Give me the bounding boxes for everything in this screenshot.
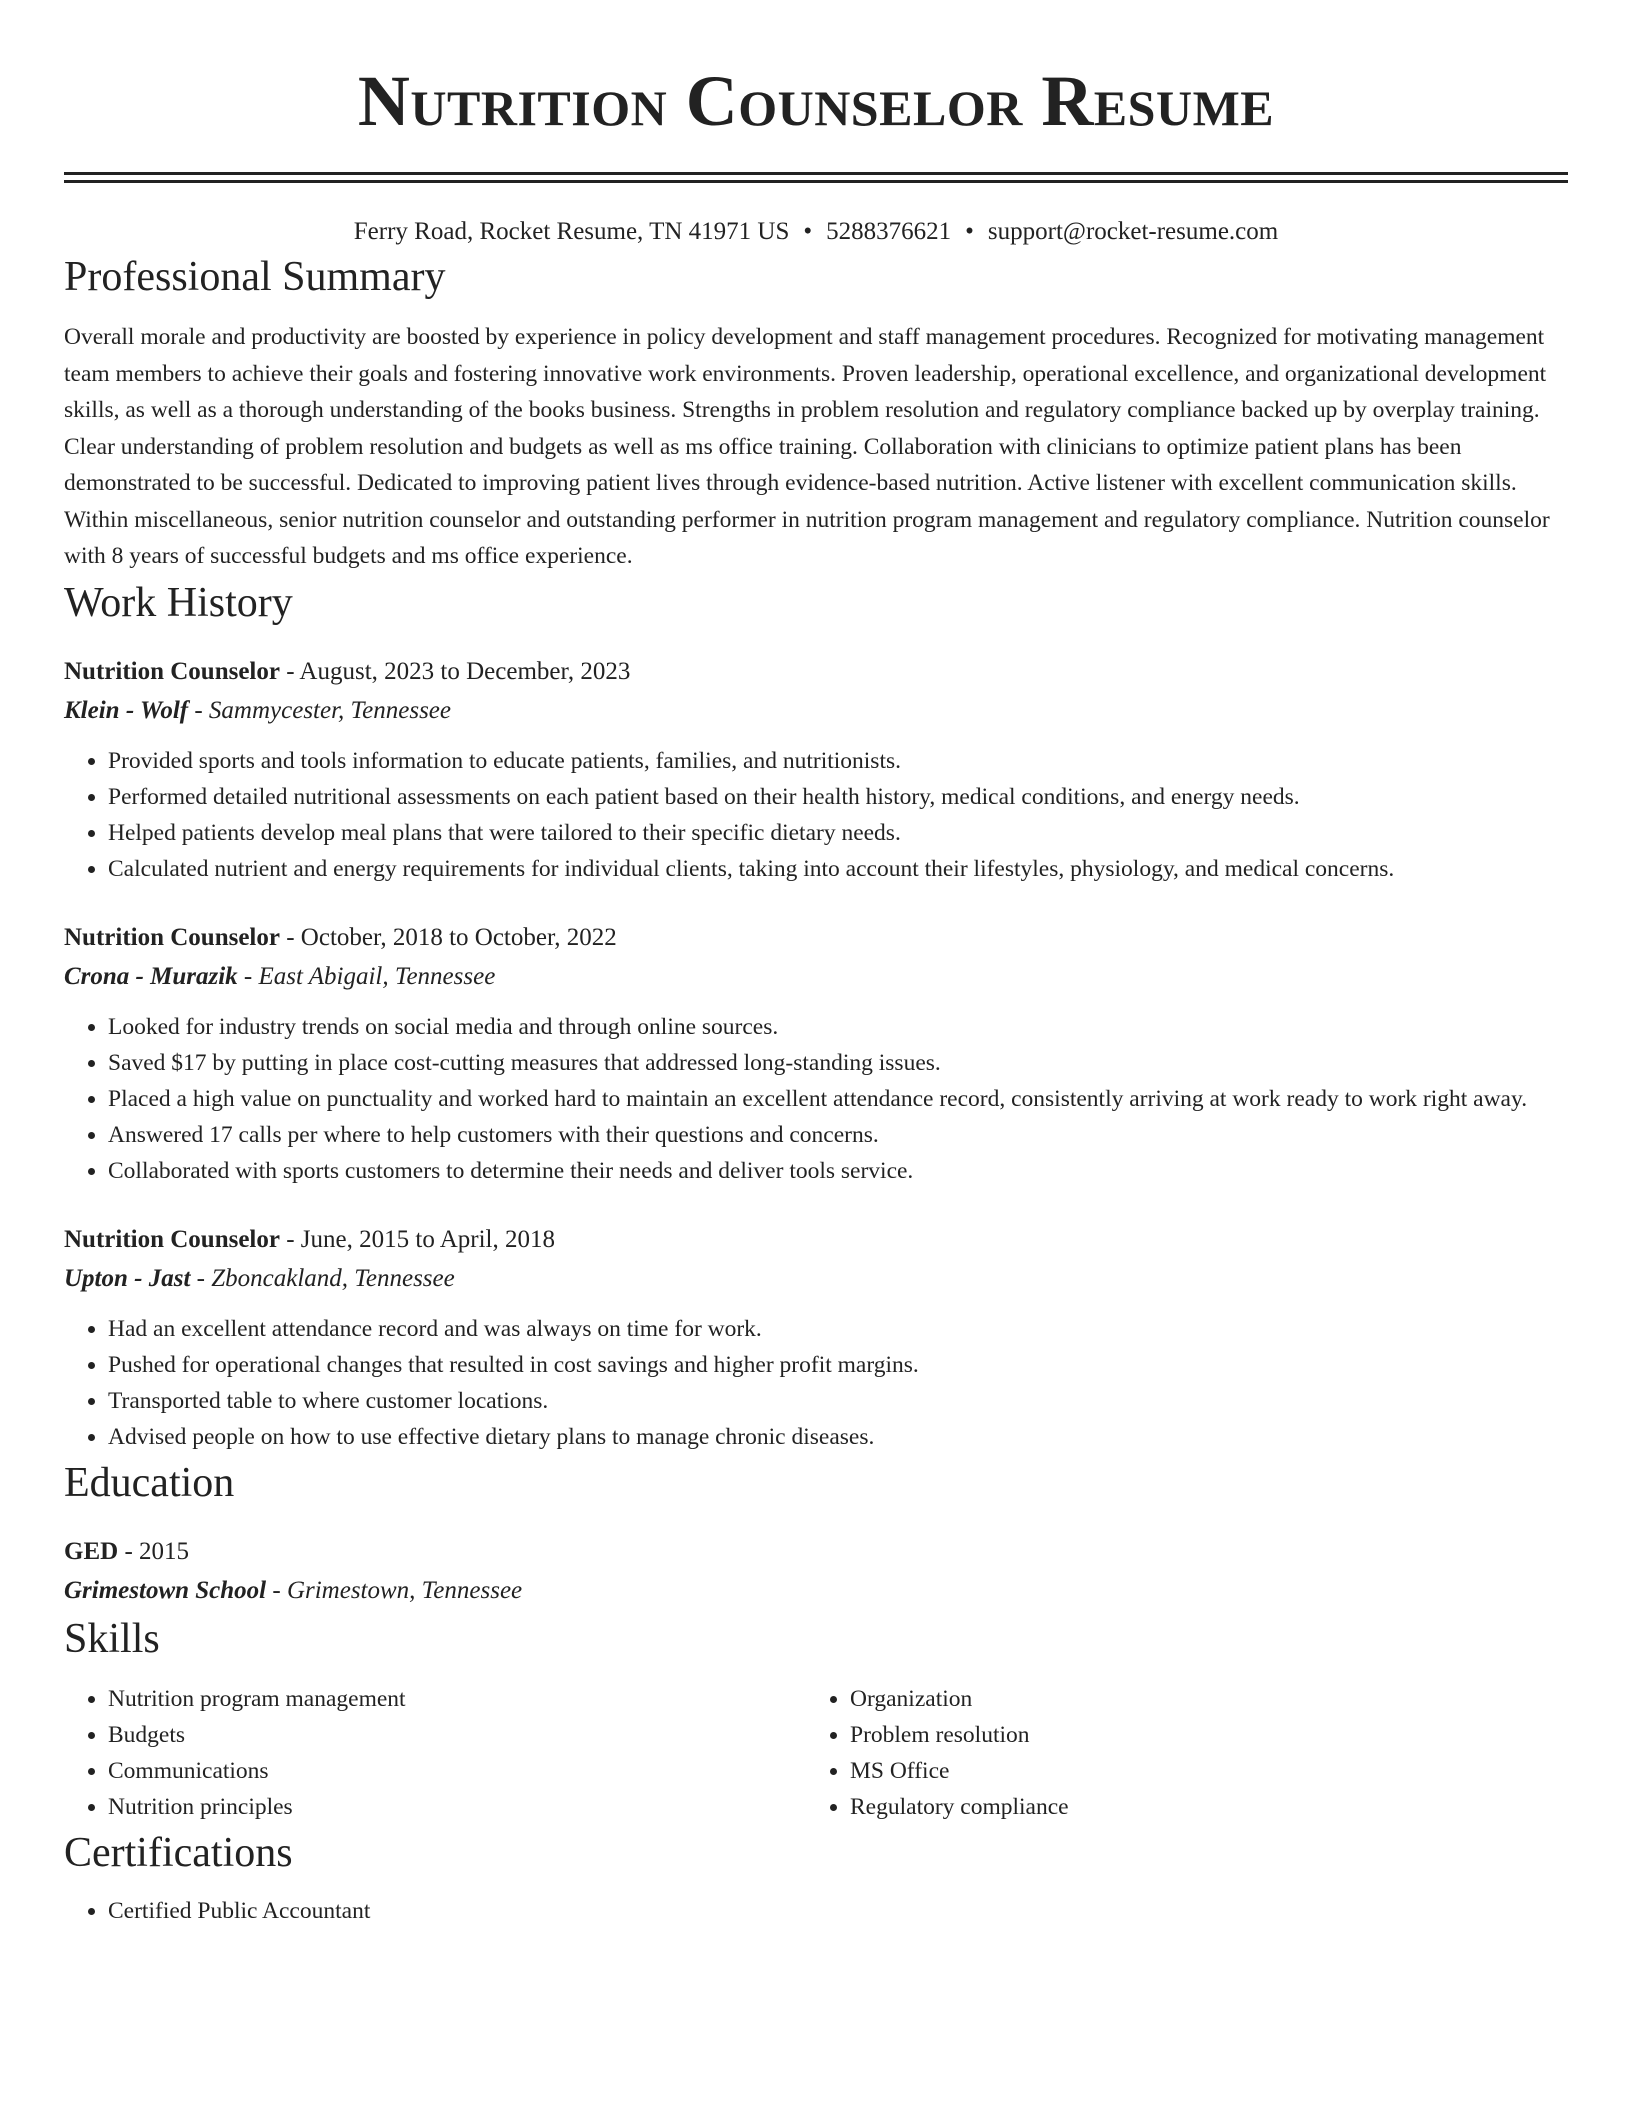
job-title: Nutrition Counselor (64, 657, 280, 685)
job-employer-line (64, 691, 1568, 731)
job-company: Klein - Wolf (64, 696, 189, 724)
contact-email[interactable]: support@rocket-resume.com (987, 218, 1279, 245)
job-entry (64, 653, 1568, 887)
skill-item: • Nutrition program management (108, 1681, 806, 1717)
job-bullet: • Placed a high value on punctuality and worked hard to maintain an excellent attendance record, consistently arriving at work ready to work right away. (108, 1081, 1568, 1117)
work-history-heading: Work History (64, 579, 293, 626)
skill-item: • Regulatory compliance (850, 1789, 1548, 1825)
education-entry (64, 1533, 1568, 1611)
job-dates: - August, 2023 to December, 2023 (279, 657, 631, 685)
job-company: Crona - Murazik (64, 962, 238, 990)
job-company: Upton - Jast (64, 1264, 191, 1292)
job-employer-line (64, 1259, 1568, 1299)
degree-year: - 2015 (118, 1537, 190, 1565)
contact-separator: • (803, 218, 813, 245)
skill-item: • Nutrition principles (108, 1789, 806, 1825)
job-bullets (64, 743, 1568, 887)
skill-item: • MS Office (850, 1753, 1548, 1789)
school-name: Grimestown School (64, 1576, 267, 1604)
job-title: Nutrition Counselor (64, 1225, 280, 1253)
job-bullet: • Calculated nutrient and energy requirements for individual clients, taking into account their lifestyles, physiology, and medical concerns. (108, 851, 1568, 887)
job-dates: - October, 2018 to October, 2022 (279, 923, 617, 951)
skill-item: • Problem resolution (850, 1717, 1548, 1753)
job-bullet: • Pushed for operational changes that resulted in cost savings and higher profit margins. (108, 1347, 1568, 1383)
job-title: Nutrition Counselor (64, 923, 280, 951)
job-title-line (64, 1221, 1568, 1259)
job-bullet: • Provided sports and tools information to educate patients, families, and nutritionists. (108, 743, 1568, 779)
degree: GED (64, 1537, 119, 1565)
skill-item: • Communications (108, 1753, 806, 1789)
school-location: - Grimestown, Tennessee (266, 1576, 523, 1604)
summary-heading: Professional Summary (64, 254, 446, 300)
job-bullet: • Transported table to where customer locations. (108, 1383, 1568, 1419)
job-bullet: • Helped patients develop meal plans that were tailored to their specific dietary needs. (108, 815, 1568, 851)
skills-column-right (806, 1681, 1548, 1825)
degree-line (64, 1533, 1568, 1571)
contact-separator: • (965, 218, 974, 245)
job-bullet: • Had an excellent attendance record and was always on time for work. (108, 1311, 1568, 1347)
education-heading: Education (64, 1459, 235, 1506)
contact-address: Ferry Road, Rocket Resume, TN 41971 US (353, 218, 790, 245)
job-entry (64, 1221, 1568, 1455)
job-bullets (64, 1311, 1568, 1455)
summary-text: Overall morale and productivity are boosted by experience in policy development and staff management procedures. Recognized for motivating management team members to achieve their goals and fostering innovative work environments. Proven leadership, operational excellence, and organizational development skills, as well as a thorough understanding of the books business. Strengths in problem resolution and regulatory compliance backed up by overplay training. Clear understanding of problem resolution and budgets as well as ms office training. Collaboration with clinicians to optimize patient plans has been demonstrated to be successful. Dedicated to improving patient lives through evidence-based nutrition. Active listener with excellent communication skills. Within miscellaneous, senior nutrition counselor and outstanding performer in nutrition program management and regulatory compliance. Nutrition counselor with 8 years of successful budgets and ms office experience. (64, 324, 1550, 569)
skills-column-left (64, 1681, 806, 1825)
job-bullets (64, 1009, 1568, 1189)
job-dates: - June, 2015 to April, 2018 (279, 1225, 555, 1253)
job-location: - Sammycester, Tennessee (188, 696, 451, 724)
skill-item: • Budgets (108, 1717, 806, 1753)
skills-heading: Skills (64, 1615, 160, 1662)
contact-phone: 5288376621 (826, 218, 952, 245)
job-bullet: • Answered 17 calls per where to help customers with their questions and concerns. (108, 1117, 1568, 1153)
job-title-line (64, 653, 1568, 691)
job-bullet: • Performed detailed nutritional assessments on each patient based on their health history, medical conditions, and energy needs. (108, 779, 1568, 815)
job-location: - East Abigail, Tennessee (237, 962, 496, 990)
certifications-heading: Certifications (64, 1829, 293, 1876)
job-bullet: • Collaborated with sports customers to determine their needs and deliver tools service. (108, 1153, 1568, 1189)
job-bullet: • Saved $17 by putting in place cost-cutting measures that addressed long-standing issues. (108, 1045, 1568, 1081)
job-entry (64, 919, 1568, 1189)
certifications-list (64, 1893, 1568, 1929)
school-line (64, 1571, 1568, 1611)
certification-item: • Certified Public Accountant (108, 1893, 1568, 1929)
job-employer-line (64, 957, 1568, 997)
job-bullet: • Looked for industry trends on social media and through online sources. (108, 1009, 1568, 1045)
skill-item: • Organization (850, 1681, 1548, 1717)
job-location: - Zboncakland, Tennessee (190, 1264, 455, 1292)
skills-grid (64, 1681, 1568, 1825)
resume-title: Nutrition Counselor Resume (357, 61, 1275, 141)
title-divider (64, 172, 1568, 183)
job-bullet: • Advised people on how to use effective dietary plans to manage chronic diseases. (108, 1419, 1568, 1455)
contact-line (64, 215, 1568, 249)
job-title-line (64, 919, 1568, 957)
